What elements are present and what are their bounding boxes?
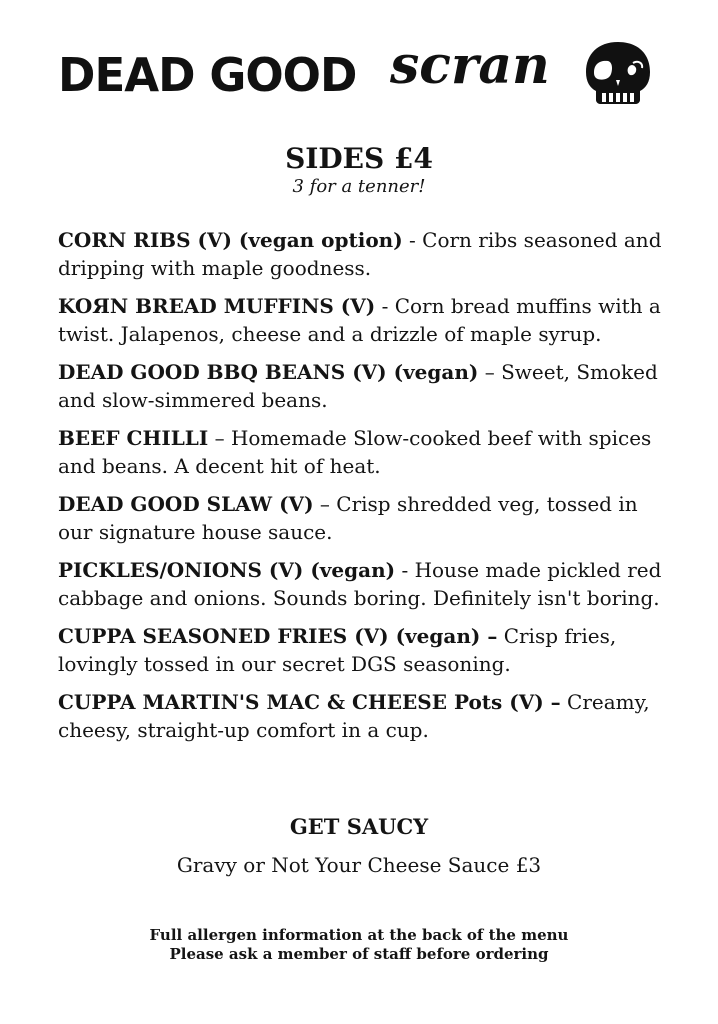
footer-line-allergen: Full allergen information at the back of the menu [149, 926, 569, 944]
section-subtitle: 3 for a tenner! [292, 176, 426, 197]
item-name: KOЯN BREAD MUFFINS (V) [58, 294, 376, 318]
menu-item [58, 358, 678, 414]
menu-item [58, 424, 678, 480]
item-separator: – [478, 360, 502, 384]
section-title: SIDES £4 [285, 142, 433, 175]
item-description: Corn ribs seasoned and dripping with maple goodness. [58, 228, 662, 280]
item-separator: – [313, 492, 337, 516]
menu-items-list [58, 226, 678, 754]
menu-header [58, 35, 658, 118]
item-name: DEAD GOOD SLAW (V) [58, 492, 314, 516]
menu-item [58, 292, 678, 348]
brand-script-word: scran [390, 35, 550, 96]
item-description: Crisp fries, lovingly tossed in our secret DGS seasoning. [58, 624, 617, 676]
menu-item [58, 688, 678, 744]
footer-line-staff: Please ask a member of staff before ordering [169, 945, 549, 963]
sauce-options-text: Gravy or Not Your Cheese Sauce £3 [176, 853, 542, 877]
get-saucy-heading: GET SAUCY [289, 814, 429, 839]
item-name: BEEF CHILLI [58, 426, 209, 450]
skull-icon [580, 38, 656, 114]
item-separator: – [208, 426, 231, 450]
menu-item [58, 226, 678, 282]
item-separator: - [375, 294, 395, 318]
item-description: Homemade Slow-cooked beef with spices and beans. A decent hit of heat. [58, 426, 652, 478]
menu-item [58, 490, 678, 546]
item-name: DEAD GOOD BBQ BEANS (V) (vegan) [58, 360, 479, 384]
brand-name: DEAD GOOD [58, 48, 357, 102]
item-name: PICKLES/ONIONS (V) (vegan) [58, 558, 396, 582]
item-name: CUPPA SEASONED FRIES (V) (vegan) – [58, 624, 498, 648]
item-separator: - [395, 558, 415, 582]
item-description: House made pickled red cabbage and onions. Sounds boring. Definitely isn't boring. [58, 558, 662, 610]
item-description: Sweet, Smoked and slow-simmered beans. [58, 360, 658, 412]
item-description: Creamy, cheesy, straight-up comfort in a cup. [58, 690, 650, 742]
allergen-footer [0, 926, 718, 964]
item-separator: - [402, 228, 423, 252]
menu-item [58, 622, 678, 678]
item-name: CORN RIBS (V) (vegan option) [58, 228, 403, 252]
item-name: CUPPA MARTIN'S MAC & CHEESE Pots (V) – [58, 690, 561, 714]
menu-item [58, 556, 678, 612]
item-description: Crisp shredded veg, tossed in our signature house sauce. [58, 492, 638, 544]
item-description: Corn bread muffins with a twist. Jalapenos, cheese and a drizzle of maple syrup. [58, 294, 661, 346]
